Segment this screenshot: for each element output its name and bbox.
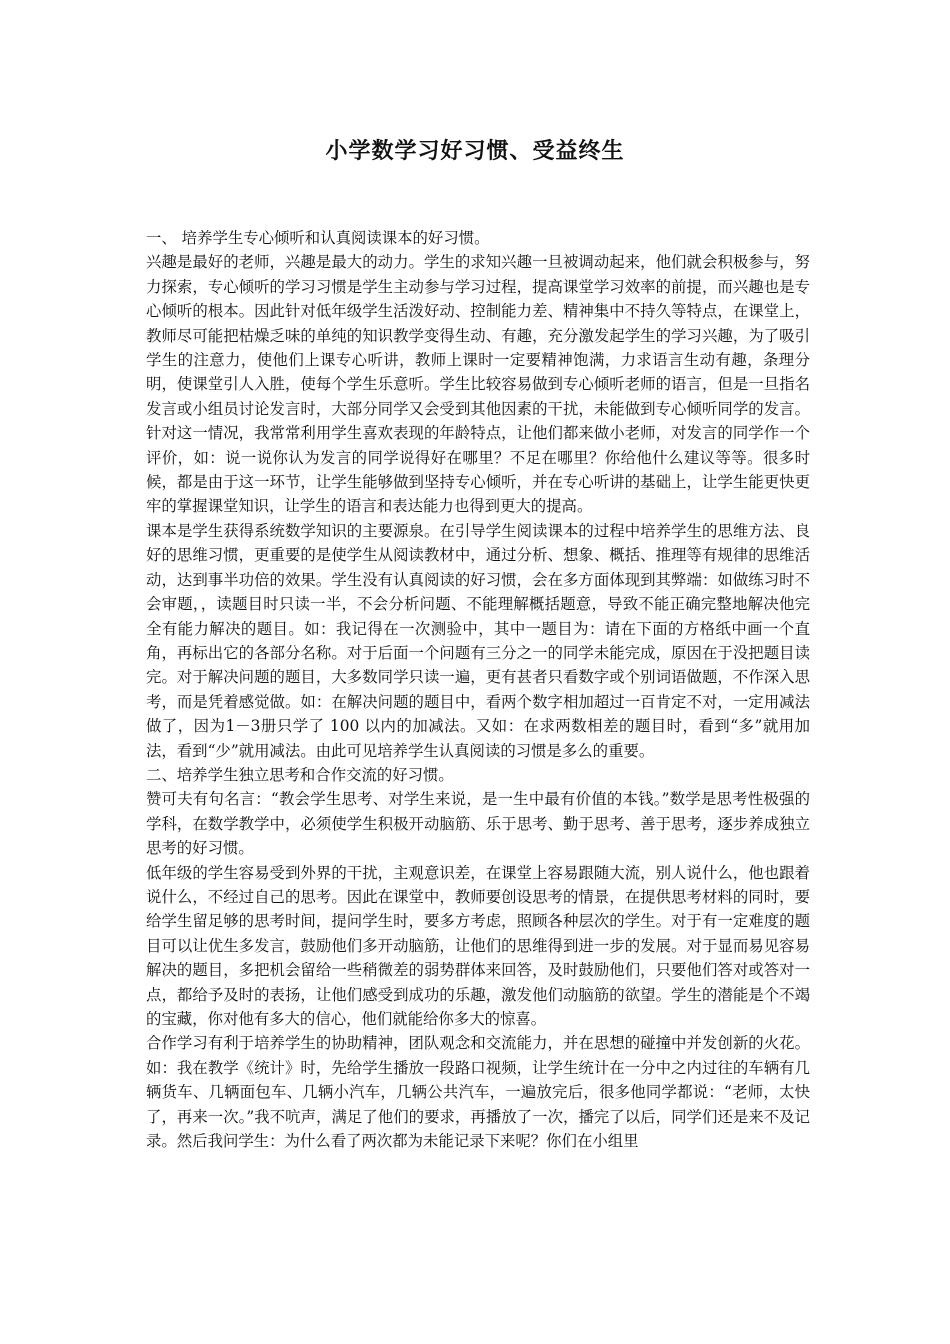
section-heading-1: 一、 培养学生专心倾听和认真阅读课本的好习惯。 [146,229,490,247]
paragraph-low-grade-students: 低年级的学生容易受到外界的干扰，主观意识差，在课堂上容易跟随大流，别人说什么，他也跟着说什么，不经过自己的思考。因此在课堂中，教师要创设思考的情景，在提供思考材料的同时，要给学生留足够的思考时间，提问学生时，要多方考虑，照顾各种层次的学生。对于有一定难度的题目可以让优生多发言，鼓励他们多开动脑筋，让他们的思维得到进一步的发展。对于显而易见容易解决的题目，多把机会留给一些稍微差的弱势群体来回答，及时鼓励他们，只要他们答对或答对一点，都给予及时的表扬，让他们感受到成功的乐趣，激发他们动脑筋的欲望。学生的潜能是个不竭的宝藏，你对他有多大的信心，他们就能给你多大的惊喜。 [146,863,810,1028]
paragraph-textbook-reading: 课本是学生获得系统数学知识的主要源泉。在引导学生阅读课本的过程中培养学生的思维方法、良好的思维习惯，更重要的是使学生从阅读教材中，通过分析、想象、概括、推理等有规律的思维活动，达到事半功倍的效果。学生没有认真阅读的好习惯，会在多方面体现到其弊端：如做练习时不会审题，，读题目时只读一半，不会分析问题、不能理解概括题意，导致不能正确完整地解决他完全有能力解决的题目。如：我记得在一次测验中，其中一题目为：请在下面的方格纸中画一个直角，再标出它的各部分名称。对于后面一个问题有三分之一的同学未能完成，原因在于没把题目读完。对于解决问题的题目，大多数同学只读一遍，更有甚者只看数字或个别词语做题，不作深入思考，而是凭着感觉做。如：在解决问题的题目中，看两个数字相加超过一百肯定不对，一定用减法做了，因为1－3册只学了 100 以内的加减法。又如：在求两数相差的题目时，看到“多”就用加法，看到“少”就用减法。由此可见培养学生认真阅读的习惯是多么的重要。 [146,521,810,760]
document-body [146,226,810,1153]
paragraph-interest: 兴趣是最好的老师，兴趣是最大的动力。学生的求知兴趣一旦被调动起来，他们就会积极参与，努力探索，专心倾听的学习习惯是学生主动参与学习过程，提高课堂学习效率的前提，而兴趣也是专心倾听的根本。因此针对低年级学生活泼好动、控制能力差、精神集中不持久等特点，在课堂上，教师尽可能把枯燥乏味的单纯的知识教学变得生动、有趣，充分激发起学生的学习兴趣，为了吸引学生的注意力，使他们上课专心听讲，教师上课时一定要精神饱满，力求语言生动有趣，条理分明，使课堂引人入胜，使每个学生乐意听。学生比较容易做到专心倾听老师的语言，但是一旦指名发言或小组员讨论发言时，大部分同学又会受到其他因素的干扰，未能做到专心倾听同学的发言。针对这一情况，我常常利用学生喜欢表现的年龄特点，让他们都来做小老师，对发言的同学作一个评价，如：说一说你认为发言的同学说得好在哪里？不足在哪里？你给他什么建议等等。很多时候，都是由于这一环节，让学生能够做到坚持专心倾听，并在专心听讲的基础上，让学生能更快更牢的掌握课堂知识，让学生的语言和表达能力也得到更大的提高。 [146,253,810,516]
document-title: 小学数学习好习惯、受益终生 [325,138,625,164]
paragraph-independent-thinking: 赞可夫有句名言：“教会学生思考、对学生来说，是一生中最有价值的本钱。”数学是思考性极强的学科，在数学教学中，必须使学生积极开动脑筋、乐于思考、勤于思考、善于思考，逐步养成独立思考的好习惯。 [146,790,810,858]
paragraph-cooperative-learning: 合作学习有利于培养学生的协助精神，团队观念和交流能力，并在思想的碰撞中并发创新的火花。如：我在教学《统计》时，先给学生播放一段路口视频，让学生统计在一分中之内过往的车辆有几辆货车、几辆面包车、几辆小汽车，几辆公共汽车，一遍放完后，很多他同学都说：“老师，太快了，再来一次。”我不吭声，满足了他们的要求，再播放了一次，播完了以后，同学们还是来不及记录。然后我问学生：为什么看了两次都为未能记录下来呢？你们在小组里 [146,1034,810,1151]
section-heading-2: 二、培养学生独立思考和合作交流的好习惯。 [146,765,454,784]
